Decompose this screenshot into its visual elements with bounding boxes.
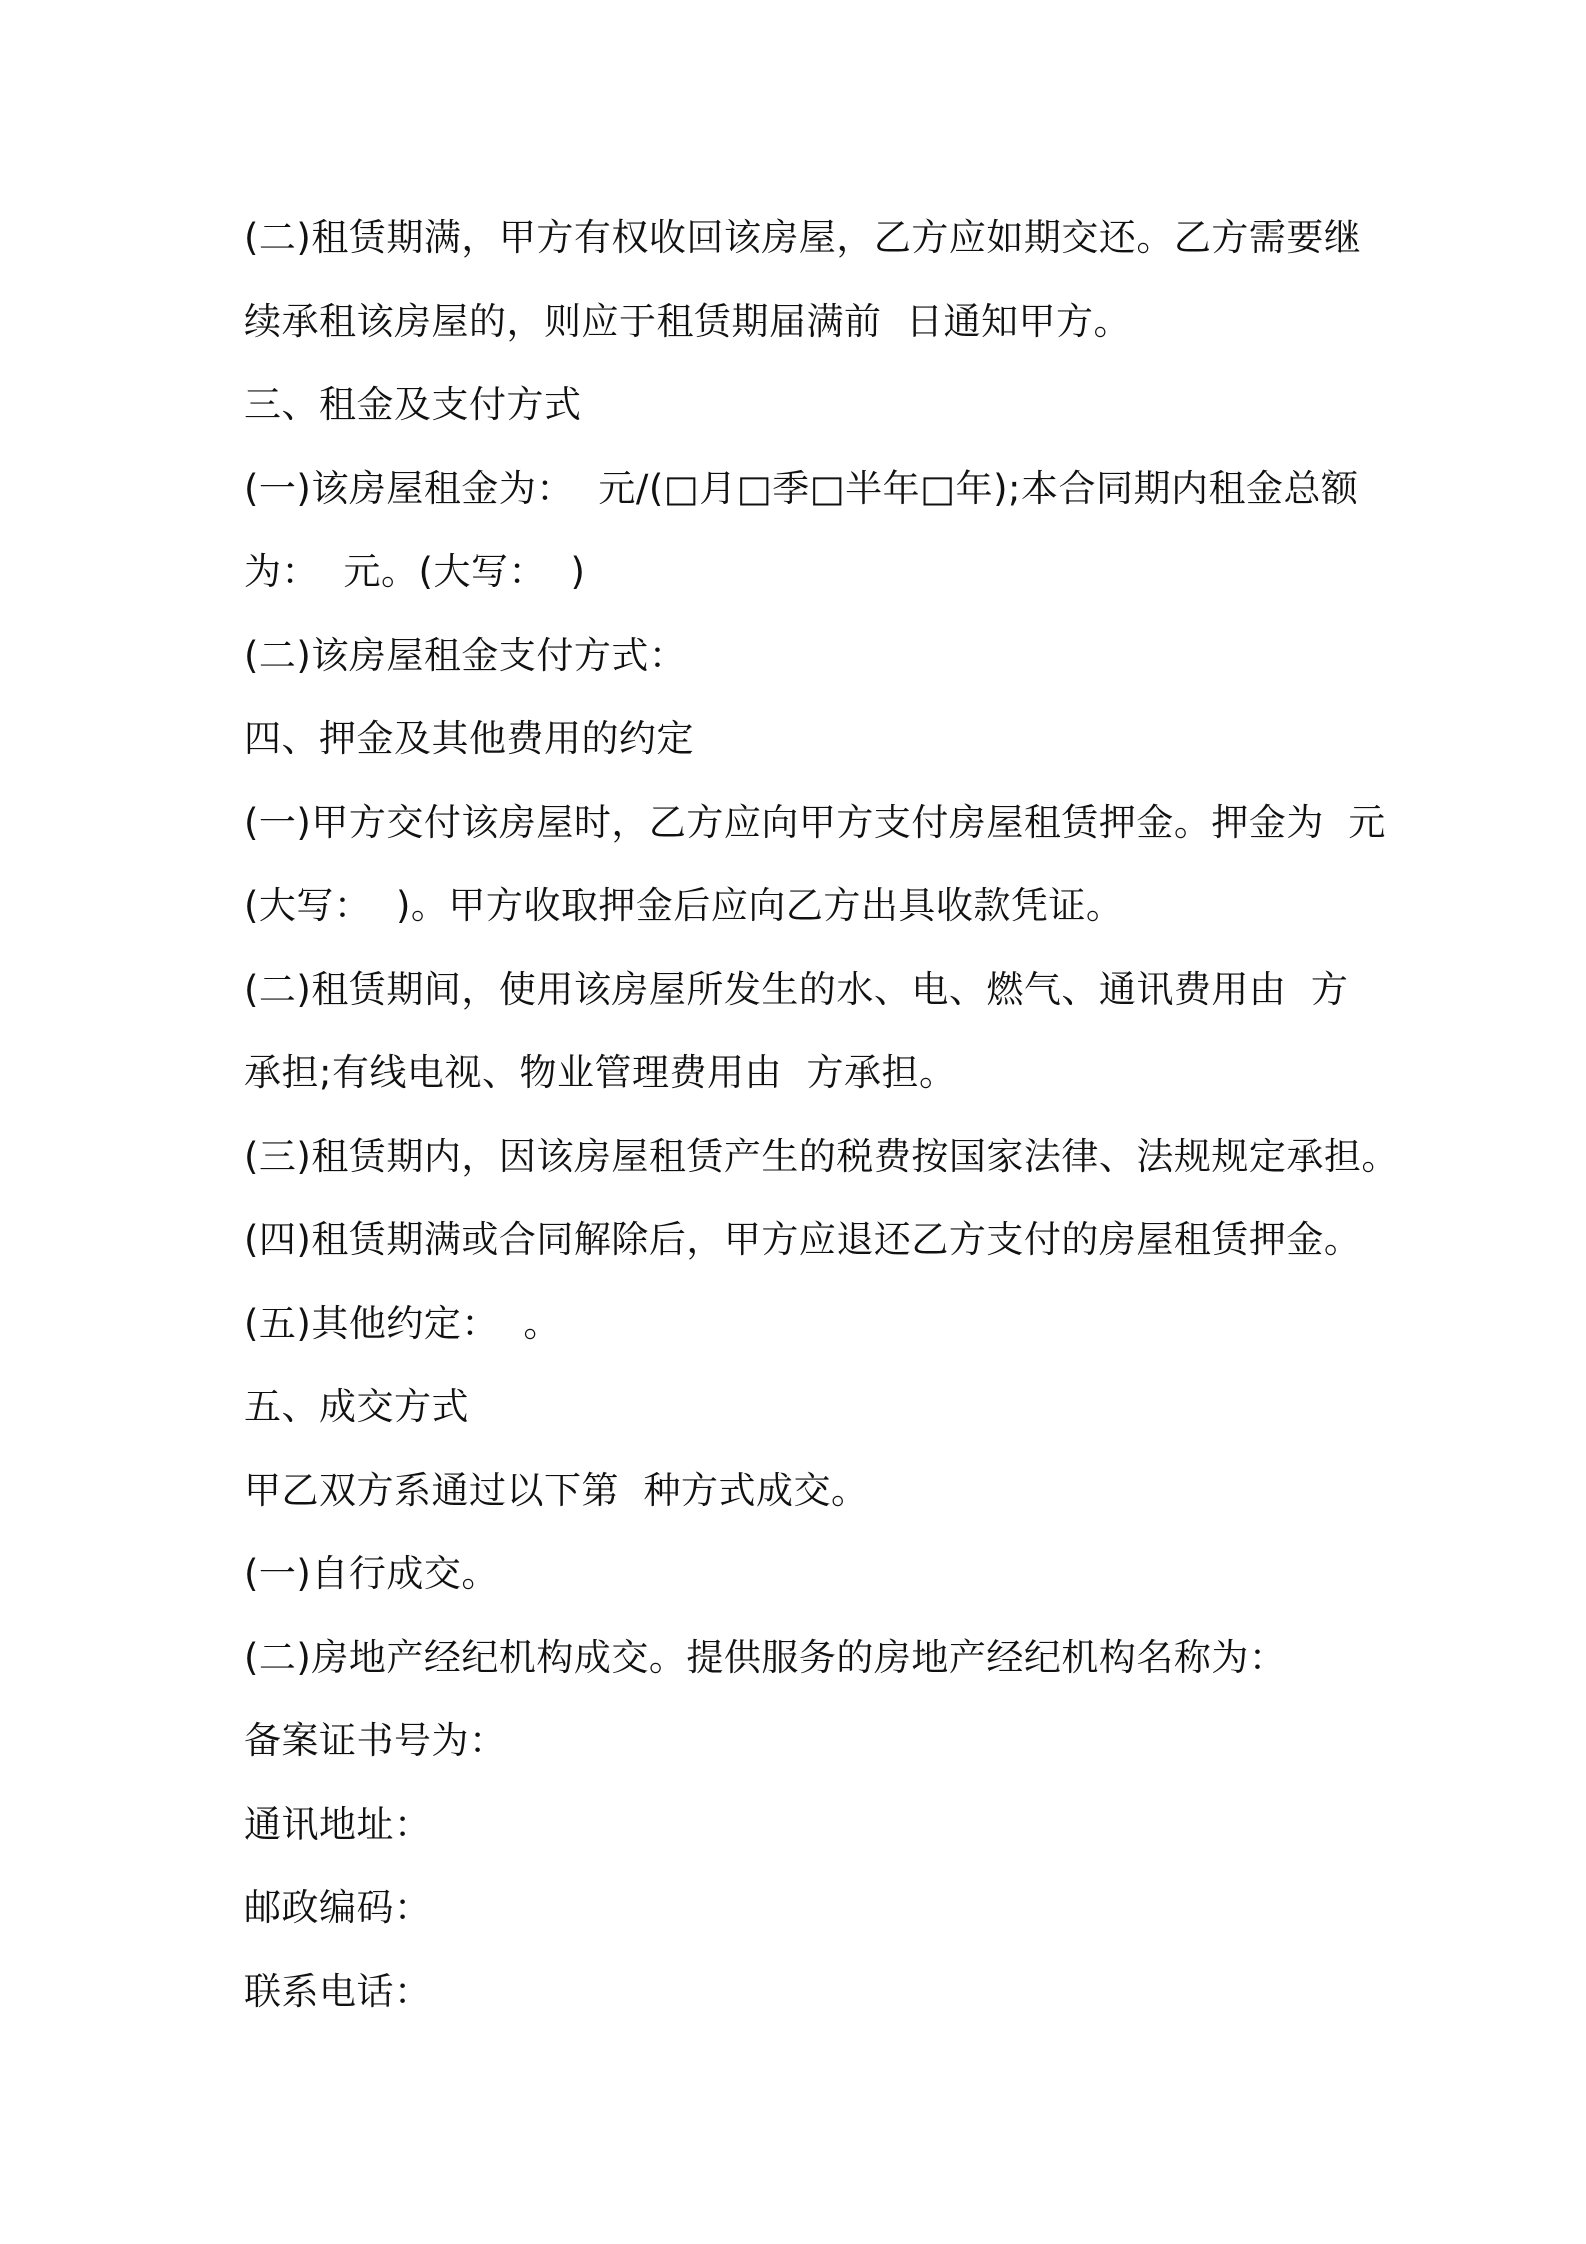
section-5-heading: 五、成交方式	[244, 1385, 469, 1428]
field-phone: 联系电话：	[244, 1969, 432, 2013]
field-address: 通讯地址：	[244, 1802, 432, 1846]
clause-4-2-line-2: 承担;有线电视、物业管理费用由 方承担。	[244, 1051, 957, 1094]
clause-5-2: (二)房地产经纪机构成交。提供服务的房地产经纪机构名称为：	[244, 1635, 1287, 1679]
document-page	[244, 196, 1399, 2033]
clause-4-1-line-2: (大写： )。甲方收取押金后应向乙方出具收款凭证。	[244, 884, 1124, 927]
clause-3-1-line-2: 为： 元。(大写： )	[244, 550, 586, 593]
clause-5-1: (一)自行成交。	[244, 1552, 499, 1595]
clause-4-2-line-1: (二)租赁期间，使用该房屋所发生的水、电、燃气、通讯费用由 方	[244, 967, 1349, 1011]
section-3-heading: 三、租金及支付方式	[244, 383, 582, 426]
clause-2-2-line-1: (二)租赁期满，甲方有权收回该房屋，乙方应如期交还。乙方需要继	[244, 216, 1362, 259]
clause-4-3: (三)租赁期内，因该房屋租赁产生的税费按国家法律、法规规定承担。	[244, 1134, 1399, 1178]
clause-3-2: (二)该房屋租金支付方式：	[244, 633, 687, 677]
section-5-intro: 甲乙双方系通过以下第 种方式成交。	[244, 1468, 869, 1512]
clause-3-1-line-1: (一)该房屋租金为： 元/(□月□季□半年□年);本合同期内租金总额	[244, 466, 1359, 510]
field-record-certificate: 备案证书号为：	[244, 1719, 507, 1762]
clause-4-5: (五)其他约定： 。	[244, 1301, 561, 1345]
clause-2-2-line-2: 续承租该房屋的，则应于租赁期届满前 日通知甲方。	[244, 299, 1132, 343]
field-postcode: 邮政编码：	[244, 1886, 432, 1929]
section-4-heading: 四、押金及其他费用的约定	[244, 717, 694, 760]
clause-4-4: (四)租赁期满或合同解除后，甲方应退还乙方支付的房屋租赁押金。	[244, 1218, 1362, 1261]
clause-4-1-line-1: (一)甲方交付该房屋时，乙方应向甲方支付房屋租赁押金。押金为 元	[244, 800, 1386, 844]
